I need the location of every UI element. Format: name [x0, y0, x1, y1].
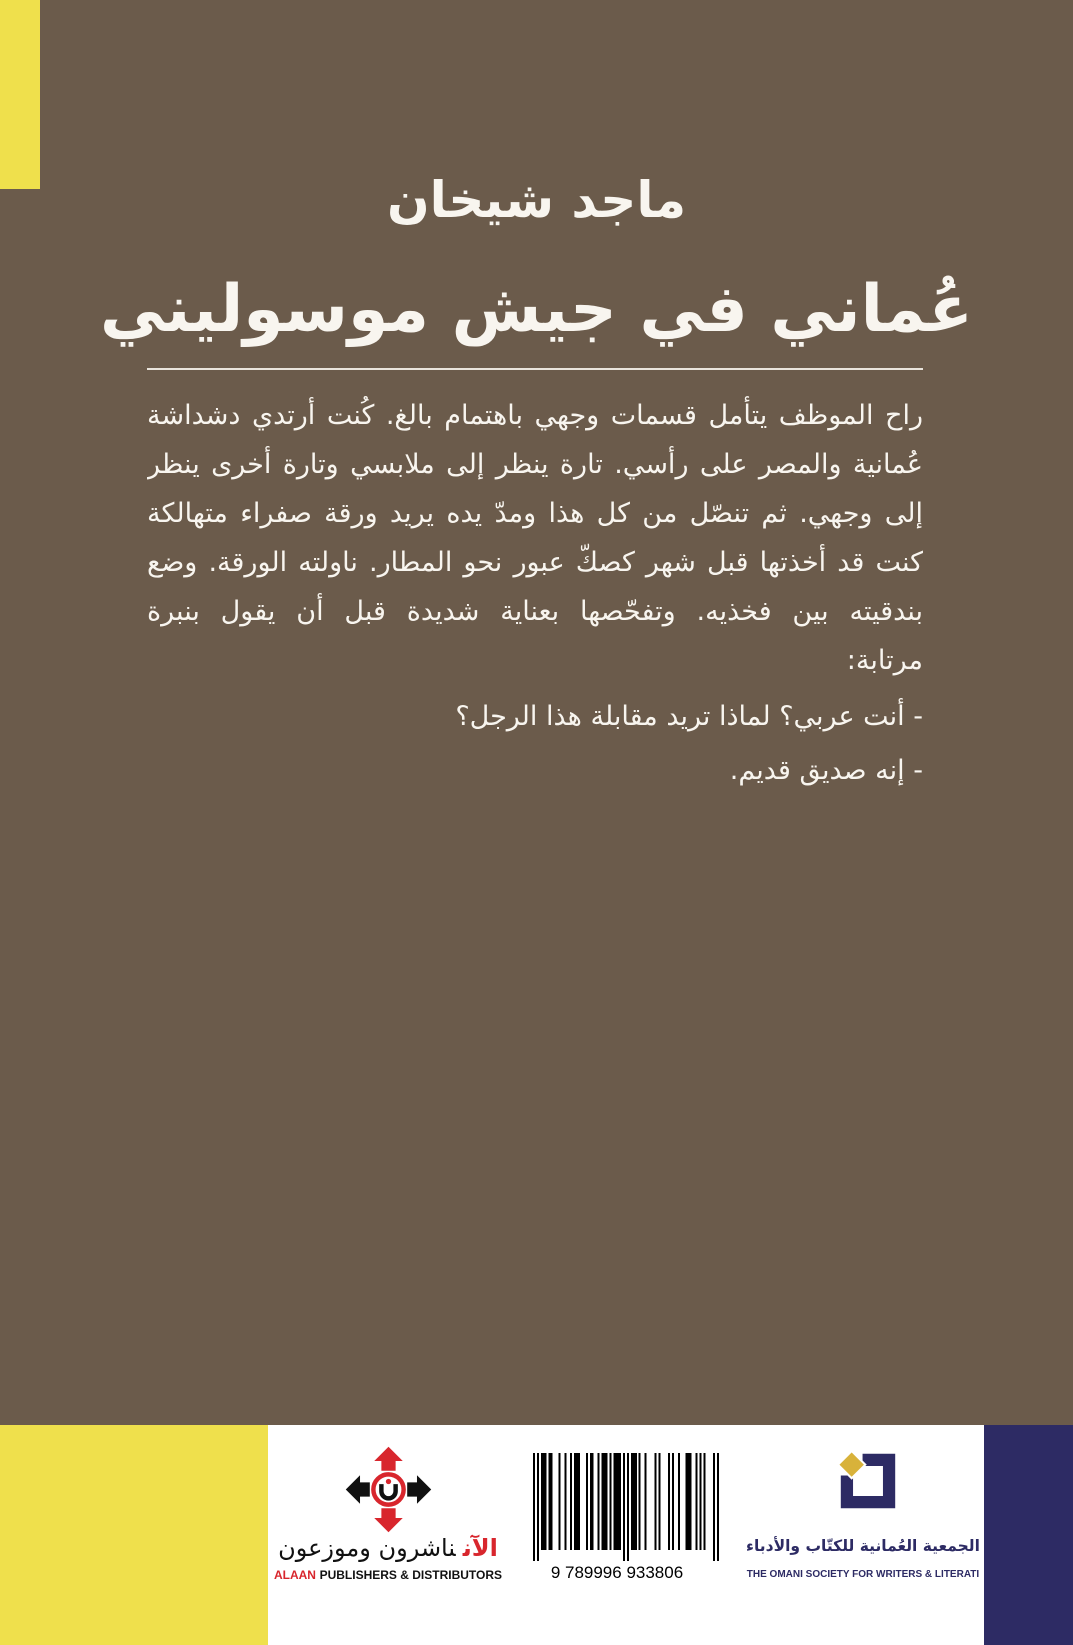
barcode-bar — [605, 1453, 607, 1550]
barcode-bar — [578, 1453, 580, 1550]
barcode-bar — [609, 1453, 611, 1550]
author-name: ماجد شيخان — [386, 171, 687, 229]
barcode-guard-bar — [717, 1453, 719, 1561]
blurb-line: بندقيته بين فخذيه. وتفحّصها بعناية شديدة قبل أن يقول بنبرة — [147, 596, 923, 627]
barcode-bar — [635, 1453, 637, 1550]
blurb-paragraph — [147, 391, 923, 685]
publisher-name-highlight: الآن — [462, 1534, 498, 1562]
barcode-bar — [598, 1453, 600, 1550]
book-title: عُماني في جيش موسوليني — [100, 272, 973, 347]
dialogue-line: - إنه صديق قديم. — [729, 755, 923, 786]
barcode-bar — [603, 1453, 605, 1550]
barcode-bar — [543, 1453, 545, 1550]
blurb-line: عُمانية والمصر على رأسي. تارة ينظر إلى ملابسي وتارة أخرى ينظر — [147, 449, 923, 480]
dialogue-line: - أنت عربي؟ لماذا تريد مقابلة هذا الرجل؟ — [455, 701, 923, 732]
barcode-bar — [690, 1453, 692, 1550]
barcode-guard-bar — [627, 1453, 629, 1561]
title-divider — [147, 368, 923, 370]
barcode-bar — [551, 1453, 553, 1550]
barcode-bar — [558, 1453, 560, 1550]
barcode-bar — [613, 1453, 615, 1550]
barcode-bar — [633, 1453, 635, 1550]
barcode-bar — [545, 1453, 547, 1550]
barcode-bar — [645, 1453, 647, 1550]
publisher-name-rest: ناشرون وموزعون — [278, 1534, 456, 1562]
barcode-bar — [696, 1453, 698, 1550]
barcode-bar — [688, 1453, 690, 1550]
barcode-bar — [549, 1453, 551, 1550]
barcode-guard-bar — [623, 1453, 625, 1561]
barcode-bar — [699, 1453, 701, 1550]
blurb-line: راح الموظف يتأمل قسمات وجهي باهتمام بالغ. كُنت أرتدي دشداشة — [147, 400, 923, 431]
publisher-name-english — [268, 1565, 508, 1585]
barcode-bar — [617, 1453, 619, 1550]
barcode-bar — [639, 1453, 641, 1550]
alaan-logo-icon — [344, 1445, 433, 1534]
barcode-bar — [631, 1453, 633, 1550]
barcode-guard-bar — [533, 1453, 535, 1561]
blurb-dialogue — [147, 690, 923, 798]
barcode-bar — [586, 1453, 588, 1550]
publisher-name-en-rest: PUBLISHERS & DISTRIBUTORS — [319, 1568, 503, 1582]
barcode-bar — [615, 1453, 617, 1550]
barcode-bar — [576, 1453, 578, 1550]
barcode-bar — [590, 1453, 592, 1550]
barcode-bar — [658, 1453, 660, 1550]
barcode-bar — [686, 1453, 688, 1550]
barcode-bar — [592, 1453, 594, 1550]
publisher-panel — [268, 1425, 984, 1645]
barcode-bar — [703, 1453, 705, 1550]
barcode-bar — [668, 1453, 670, 1550]
bottom-navy-block — [984, 1425, 1073, 1645]
yellow-edge-strip — [0, 0, 40, 189]
barcode-bar — [574, 1453, 576, 1550]
barcode-bar — [678, 1453, 680, 1550]
barcode-bar — [654, 1453, 656, 1550]
barcode-guard-bar — [537, 1453, 539, 1561]
publisher-name-arabic — [276, 1531, 500, 1565]
blurb-line: مرتابة: — [846, 645, 923, 676]
omani-society-logo-icon — [834, 1447, 902, 1515]
barcode-bar — [602, 1453, 604, 1550]
publisher-name-en-highlight: ALAAN — [273, 1568, 316, 1582]
barcode-bar — [570, 1453, 572, 1550]
isbn-number: 9 789996 933806 — [550, 1563, 684, 1582]
barcode-bar — [564, 1453, 566, 1550]
barcode-bar — [672, 1453, 674, 1550]
barcode-bar — [541, 1453, 543, 1550]
barcode-guard-bar — [713, 1453, 715, 1561]
blurb-line: كنت قد أخذتها قبل شهر كصكّ عبور نحو المطار. ناولته الورقة. وضع — [147, 547, 923, 578]
isbn-barcode — [533, 1453, 719, 1561]
society-name-english: THE OMANI SOCIETY FOR WRITERS & LITERATI — [746, 1569, 980, 1580]
society-name-arabic: الجمعية العُمانية للكتّاب والأدباء — [746, 1537, 980, 1555]
blurb-line: إلى وجهي. ثم تنصّل من كل هذا ومدّ يده يريد ورقة صفراء متهالكة — [147, 498, 923, 529]
barcode-bar — [619, 1453, 621, 1550]
